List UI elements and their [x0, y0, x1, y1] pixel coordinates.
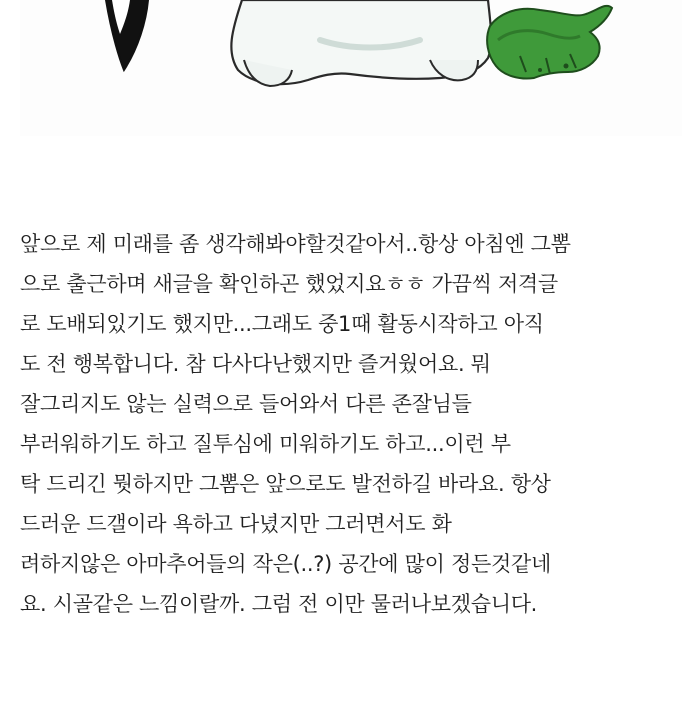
post-text-line: 도 전 행복합니다. 참 다사다난했지만 즐거웠어요. 뭐: [20, 352, 491, 376]
post-text-line: 려하지않은 아마추어들의 작은(..?) 공간에 많이 정든것같네: [20, 552, 551, 576]
post-text-line: 요. 시골같은 느낌이랄까. 그럼 전 이만 물러나보겠습니다.: [20, 592, 538, 616]
post-text-line: 드러운 드갤이라 욕하고 다녔지만 그러면서도 화: [20, 512, 452, 536]
post-text-line: 잘그리지도 않는 실력으로 들어와서 다른 존잘님들: [20, 392, 472, 416]
post-text-line: 로 도배되있기도 했지만...그래도 중1때 활동시작하고 아직: [20, 312, 544, 336]
post-body-text: [20, 224, 670, 624]
post-text-line: 으로 출근하며 새글을 확인하곤 했었지요ㅎㅎ 가끔씩 저격글: [20, 272, 558, 296]
post-text-line: 부러워하기도 하고 질투심에 미워하기도 하고...이런 부: [20, 432, 511, 456]
illustration-image: [20, 0, 682, 136]
creature-illustration-icon: [20, 0, 682, 136]
post-text-line: 앞으로 제 미래를 좀 생각해봐야할것같아서..항상 아침엔 그뽐: [20, 232, 571, 256]
post-text-line: 탁 드리긴 뭣하지만 그뽐은 앞으로도 발전하길 바라요. 항상: [20, 472, 551, 496]
